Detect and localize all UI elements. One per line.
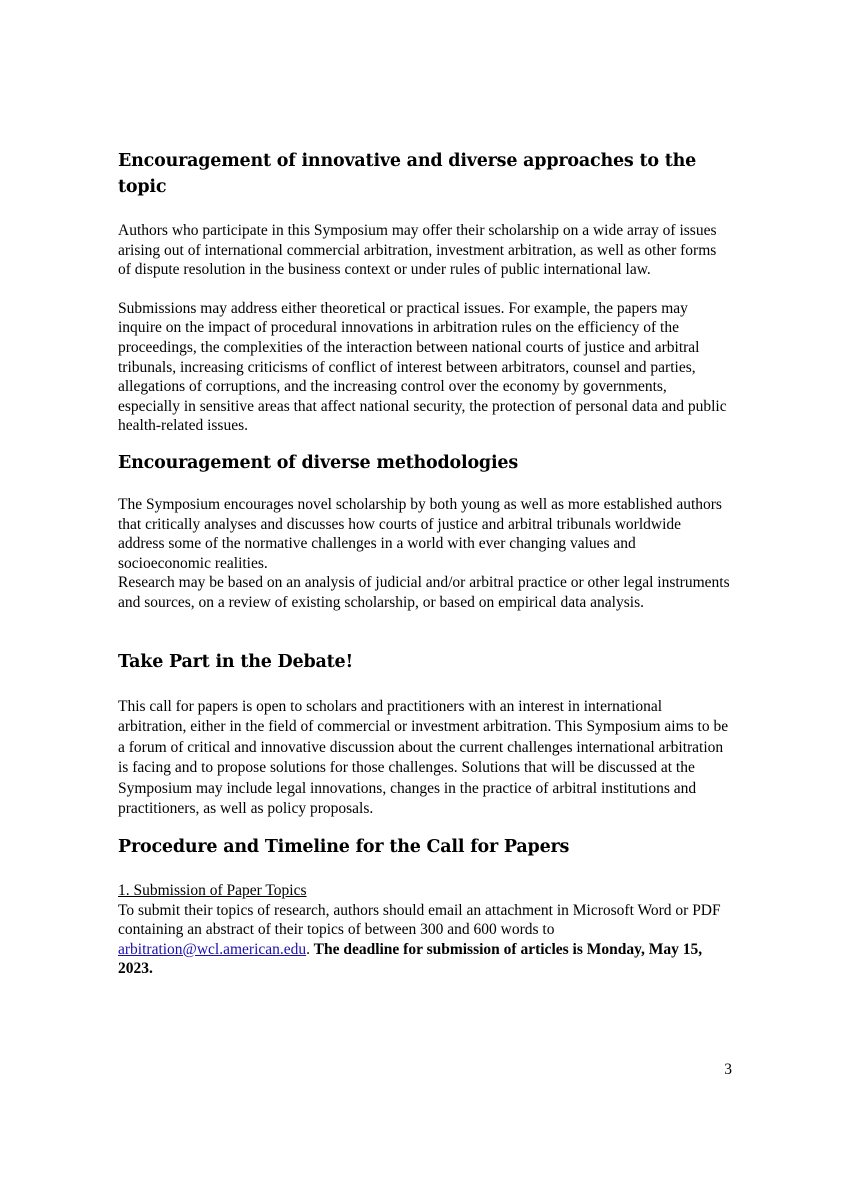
- submission-text: To submit their topics of research, authors should email an attachment in Microsoft Word or PDF containing an abstract of their topics of between 300 and 600 words to: [118, 901, 721, 939]
- section-heading-innovative-approaches: Encouragement of innovative and diverse approaches to the topic: [118, 151, 697, 197]
- section-heading-take-part: Take Part in the Debate!: [118, 651, 353, 672]
- section-heading-diverse-methodologies: Encouragement of diverse methodologies: [118, 452, 519, 473]
- paragraph-submission-topics: Submissions may address either theoretical or practical issues. For example, the papers may inquire on the impact of procedural innovations in arbitration rules on the efficiency of the proceedings, the complexities of the interaction between national courts of justice and arbitral tribunals, increasing criticisms of conflict of interest between arbitrators, counsel and parties, allegations of corruptions, and the increasing control over the economy by governments, especially in sensitive areas that affect national security, the protection of personal data and public health-related issues.: [118, 299, 727, 435]
- paragraph-submission-instructions: [118, 901, 730, 979]
- link-trailing-period: .: [306, 940, 311, 958]
- document-page: [118, 148, 730, 979]
- subheading-submission-of-topics: 1. Submission of Paper Topics: [118, 882, 307, 900]
- paragraph-call-for-papers: This call for papers is open to scholars and practitioners with an interest in international arbitration, either in the field of commercial or investment arbitration. This Symposium aims to be a forum of critical and innovative discussion about the current challenges international arbitration is facing and to propose solutions for those challenges. Solutions that will be discussed at the Symposium may include legal innovations, changes in the practice of arbitral institutions and practitioners, as well as policy proposals.: [118, 697, 729, 818]
- email-link[interactable]: arbitration@wcl.american.edu: [118, 940, 307, 958]
- page-number: 3: [724, 1061, 732, 1078]
- deadline-text: The deadline for submission of articles is Monday, May 15, 2023.: [118, 940, 703, 978]
- paragraph-research-basis: Research may be based on an analysis of judicial and/or arbitral practice or other legal instruments and sources, on a review of existing scholarship, or based on empirical data analysis.: [118, 574, 730, 611]
- section-heading-procedure-timeline: Procedure and Timeline for the Call for Papers: [118, 837, 570, 858]
- paragraph-scope-of-issues: Authors who participate in this Symposium may offer their scholarship on a wide array of issues arising out of international commercial arbitration, investment arbitration, as well as other forms of dispute resolution in the business context or under rules of public international law.: [118, 222, 717, 279]
- paragraph-novel-scholarship: The Symposium encourages novel scholarship by both young as well as more established authors that critically analyses and discusses how courts of justice and arbitral tribunals worldwide address some of the normative challenges in a world with ever changing values and socioeconomic realities.: [118, 495, 722, 572]
